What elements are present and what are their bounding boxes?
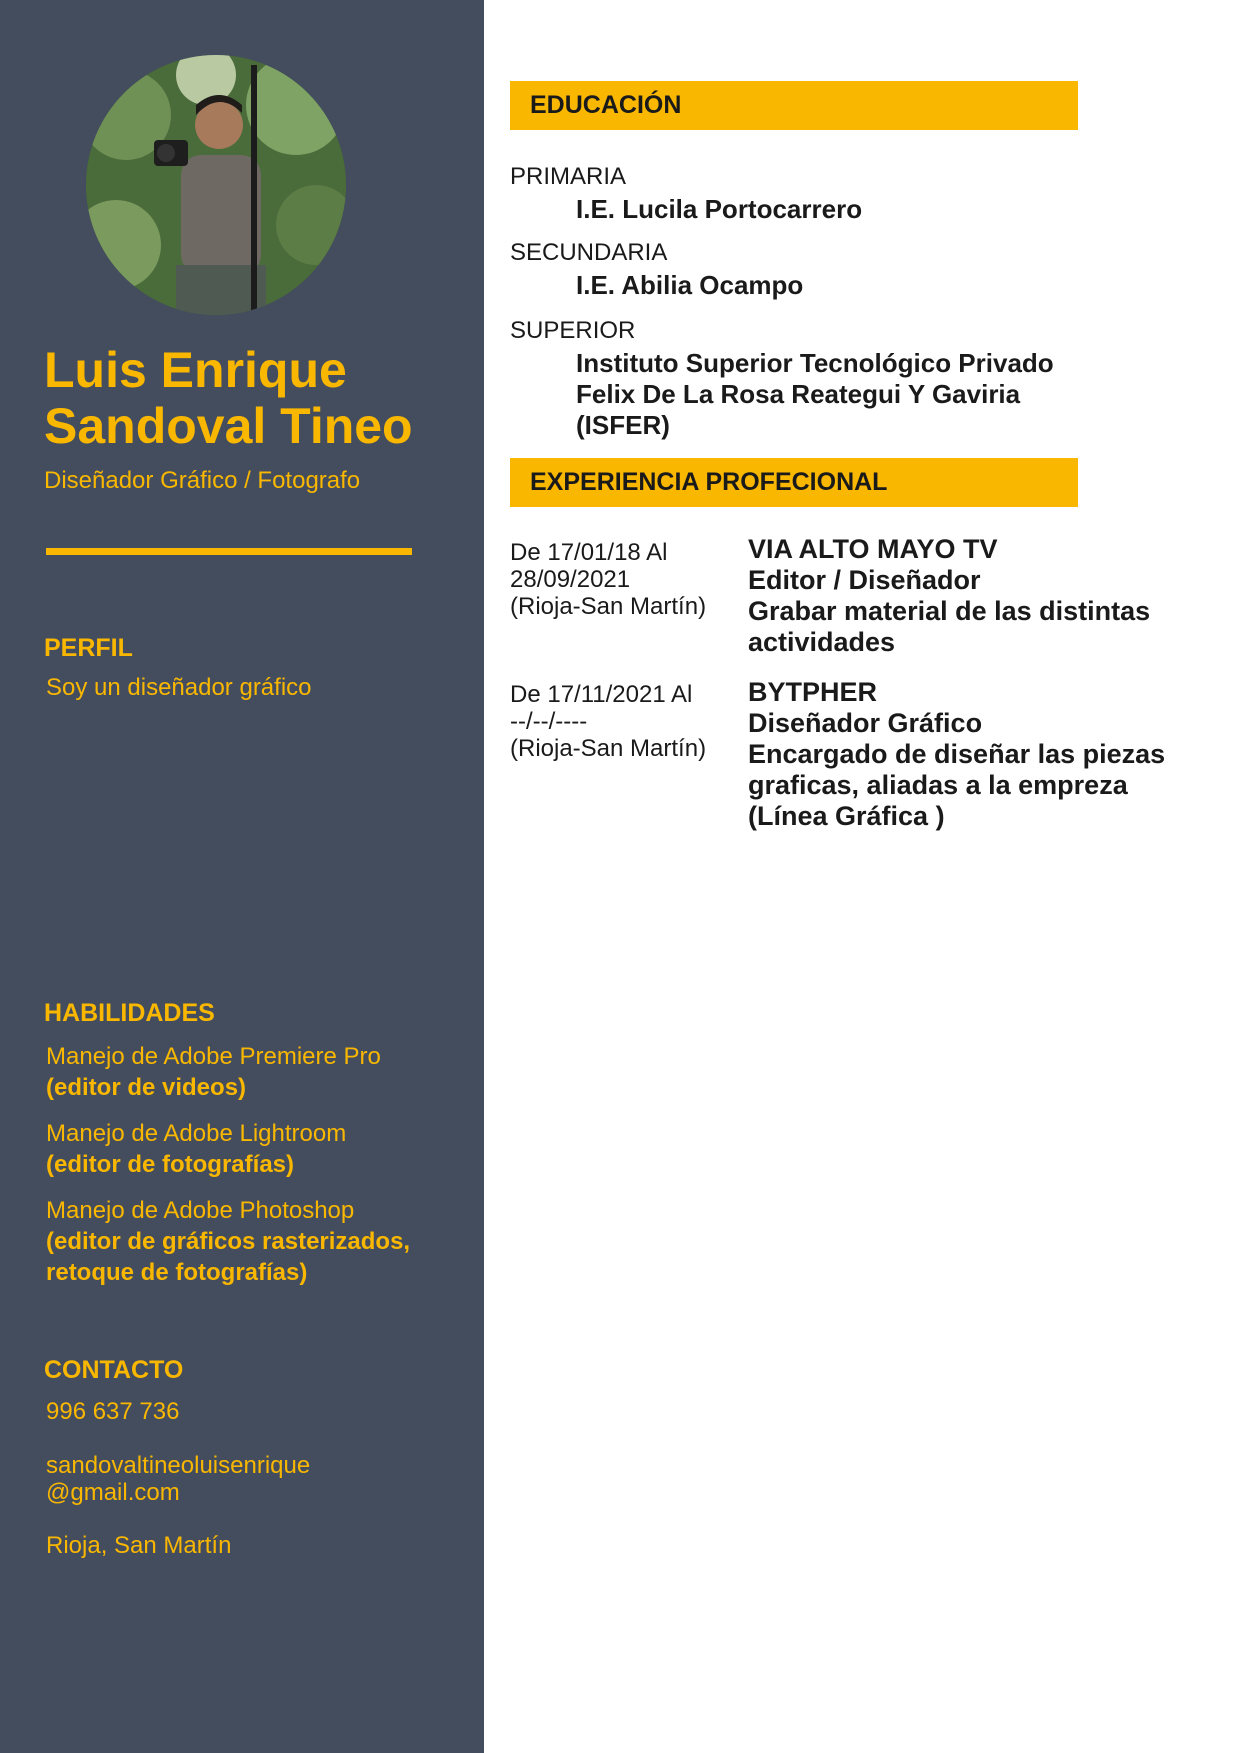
exp-date (510, 681, 750, 762)
skill-detail: (editor de videos) (46, 1074, 247, 1101)
exp-position: Diseñador Gráfico (748, 708, 983, 738)
exp-company: BYTPHER (748, 677, 878, 707)
skill-item (46, 1195, 466, 1288)
sidebar (0, 0, 484, 1753)
exp-date-line: (Rioja-San Martín) (510, 735, 707, 762)
phone-number: 996 637 736 (46, 1398, 180, 1425)
exp-position: Editor / Diseñador (748, 565, 981, 595)
name-line-2: Sandoval Tineo (44, 398, 413, 454)
full-name (44, 342, 474, 454)
edu-school (576, 348, 1054, 441)
educacion-heading: EDUCACIÓN (530, 91, 682, 119)
skill-detail: retoque de fotografías) (46, 1259, 308, 1286)
edu-school-line: (ISFER) (576, 410, 670, 440)
contacto-heading: CONTACTO (44, 1356, 184, 1384)
exp-desc-line: actividades (748, 627, 896, 657)
experiencia-heading: EXPERIENCIA PROFECIONAL (530, 468, 888, 496)
exp-info (748, 534, 1218, 658)
divider (46, 548, 412, 555)
email-address[interactable] (46, 1452, 466, 1506)
edu-school: I.E. Lucila Portocarrero (576, 194, 863, 224)
exp-date-line: 28/09/2021 (510, 566, 631, 593)
edu-school-line: Felix De La Rosa Reategui Y Gaviria (576, 379, 1021, 409)
skill-item (46, 1041, 466, 1103)
exp-date-line: De 17/11/2021 Al (510, 681, 693, 708)
perfil-heading: PERFIL (44, 634, 133, 662)
skill-title: Manejo de Adobe Lightroom (46, 1120, 347, 1147)
skill-title: Manejo de Adobe Premiere Pro (46, 1043, 381, 1070)
exp-info (748, 677, 1218, 832)
experiencia-section-bar (510, 458, 1078, 507)
email-line-1: sandovaltineoluisenrique (46, 1452, 311, 1479)
job-title: Diseñador Gráfico / Fotografo (44, 467, 361, 494)
location: Rioja, San Martín (46, 1532, 232, 1559)
exp-date (510, 539, 750, 620)
habilidades-heading: HABILIDADES (44, 999, 215, 1027)
exp-company: VIA ALTO MAYO TV (748, 534, 998, 564)
profile-photo (86, 55, 346, 315)
exp-date-line: (Rioja-San Martín) (510, 593, 707, 620)
edu-level: SUPERIOR (510, 317, 636, 344)
skill-title: Manejo de Adobe Photoshop (46, 1197, 355, 1224)
exp-desc-line: (Línea Gráfica ) (748, 801, 945, 831)
exp-desc-line: Encargado de diseñar las piezas (748, 739, 1166, 769)
name-line-1: Luis Enrique (44, 342, 347, 398)
exp-date-line: --/--/---- (510, 708, 588, 735)
skill-item (46, 1118, 466, 1180)
skill-detail: (editor de fotografías) (46, 1151, 295, 1178)
educacion-section-bar (510, 81, 1078, 130)
edu-level: PRIMARIA (510, 163, 627, 190)
edu-level: SECUNDARIA (510, 239, 668, 266)
email-line-2: @gmail.com (46, 1479, 180, 1506)
exp-desc-line: graficas, aliadas a la empreza (748, 770, 1128, 800)
edu-school-line: Instituto Superior Tecnológico Privado (576, 348, 1054, 378)
exp-date-line: De 17/01/18 Al (510, 539, 668, 566)
skill-detail: (editor de gráficos rasterizados, (46, 1228, 411, 1255)
exp-desc-line: Grabar material de las distintas (748, 596, 1151, 626)
perfil-text: Soy un diseñador gráfico (46, 674, 312, 701)
edu-school: I.E. Abilia Ocampo (576, 270, 804, 300)
